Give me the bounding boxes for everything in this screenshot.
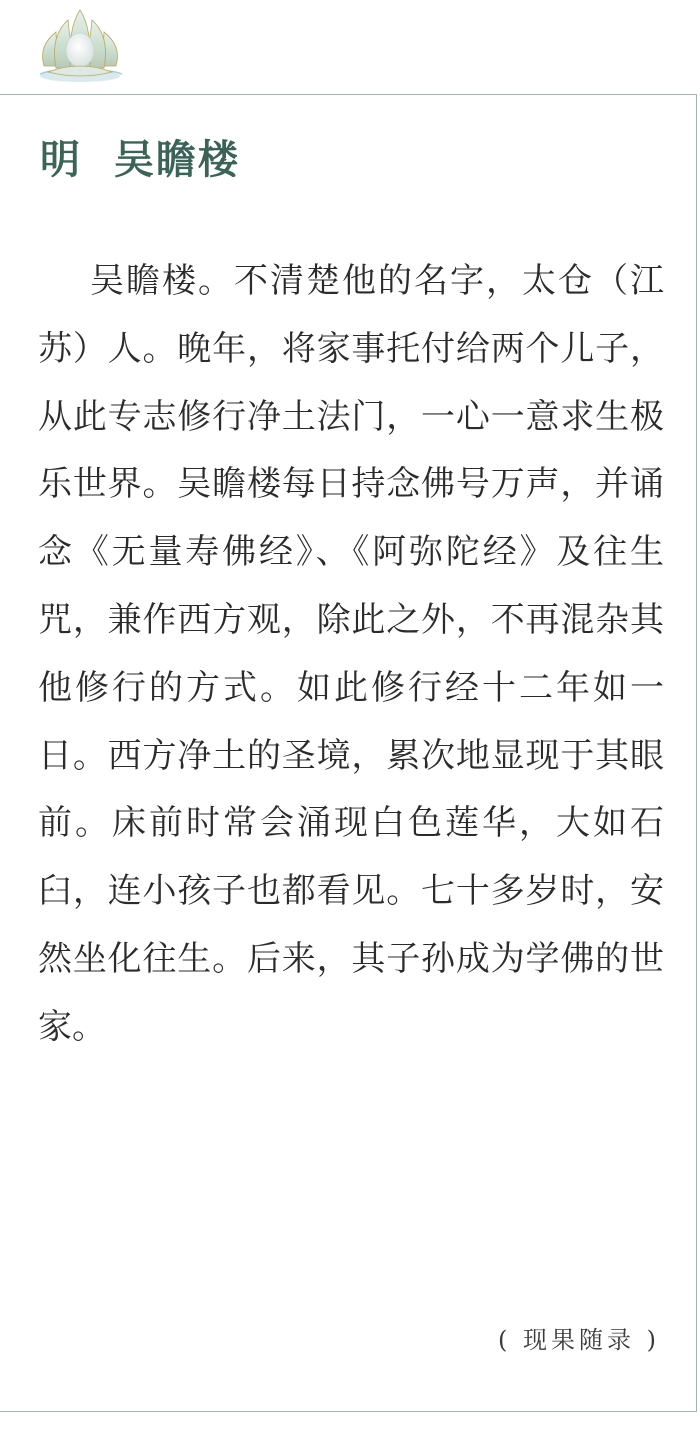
story-paragraph: 吴瞻楼。不清楚他的名字，太仓（江苏）人。晚年，将家事托付给两个儿子，从此专志修行净土法门，一心一意求生极乐世界。吴瞻楼每日持念佛号万声，并诵念《无量寿佛经》、《阿弥陀经》及往生咒，兼作西方观，除此之外，不再混杂其他修行的方式。如此修行经十二年如一日。西方净土的圣境，累次地显现于其眼前。床前时常会涌现白色莲华，大如石臼，连小孩子也都看见。七十多岁时，安然坐化往生。后来，其子孙成为学佛的世家。 [38,261,664,1047]
lotus-icon [34,6,126,86]
page-title: 明 吴瞻楼 [40,136,240,183]
source-citation: ( 现果随录 ) [498,1326,660,1354]
